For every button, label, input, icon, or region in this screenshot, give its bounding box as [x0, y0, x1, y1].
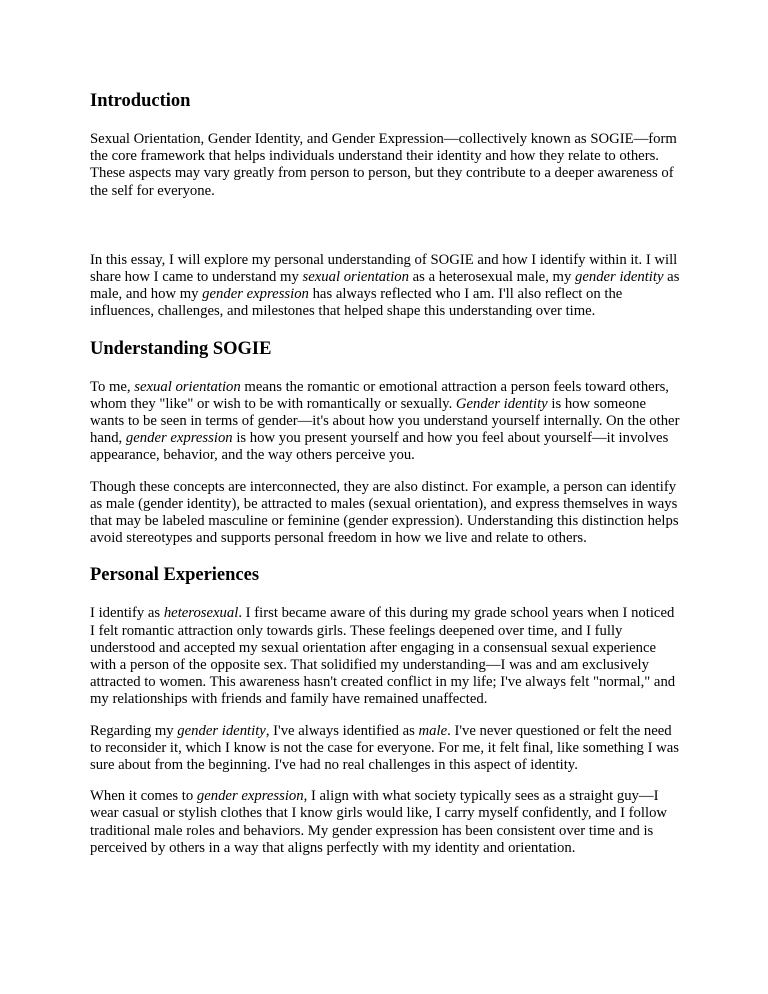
text-run: Regarding my — [90, 722, 178, 739]
italic-term: gender expression — [125, 430, 233, 447]
section-heading-introduction: Introduction — [90, 91, 191, 111]
paragraph — [90, 605, 682, 708]
italic-term: gender identity — [574, 269, 664, 286]
italic-term: gender identity — [177, 722, 266, 739]
text-run: Though these concepts are interconnected, they are also distinct. For example, a person can identify as male (gender identity), be attracted to males (sexual orientation), and express themselves in ways that may be labeled masculine or feminine (gender expression). Understanding this distinction helps avoid stereotypes and supports personal freedom in how we live and relate to others. — [90, 478, 679, 547]
text-run: When it comes to — [90, 788, 197, 805]
text-run: as male, and how my — [90, 269, 680, 303]
text-run: , I align with what society typically sees as a straight guy—I wear casual or stylish clothes that I know girls would like, I carry myself confidently, and I follow traditional male roles and behaviors. My gender expression has been consistent over time and is perceived by others in a way that aligns perfectly with my identity and orientation. — [90, 788, 668, 856]
italic-term: male — [418, 722, 448, 739]
text-run: , I've always identified as — [265, 722, 419, 739]
text-run: To me, — [90, 378, 135, 395]
italic-term: Gender identity — [455, 395, 548, 412]
paragraph — [90, 788, 682, 857]
text-run: is how someone wants to be seen in terms of gender—it's about how you understand yourself internally. On the other hand, — [90, 395, 680, 447]
italic-term: gender expression — [196, 788, 304, 805]
paragraph — [90, 723, 682, 775]
paragraph — [90, 252, 682, 321]
text-run: means the romantic or emotional attraction a person feels toward others, whom they "like" or wish to be with romantically or sexually. — [90, 378, 669, 412]
paragraph — [90, 479, 682, 548]
text-run: has always reflected who I am. I'll also reflect on the influences, challenges, and milestones that helped shape this understanding over time. — [90, 286, 623, 320]
italic-term: sexual orientation — [134, 378, 241, 395]
document-page — [90, 88, 682, 871]
italic-term: sexual orientation — [302, 269, 409, 286]
paragraph — [90, 131, 682, 200]
text-run: as a heterosexual male, my — [408, 269, 575, 286]
section-heading-understanding-sogie: Understanding SOGIE — [90, 338, 272, 359]
text-run: . I first became aware of this during my grade school years when I noticed I felt romantic attraction only towards girls. These feelings deepened over time, and I fully understood and accepted my sexual orientation after engaging in a consensual sexual experience with a person of the opposite sex. That solidified my understanding—I was and am exclusively attracted to women. This awareness hasn't created conflict in my life; I've always felt "normal," and my relationships with friends and family have remained unaffected. — [90, 605, 676, 708]
paragraph — [90, 379, 682, 465]
text-run: . I've never questioned or felt the need to reconsider it, which I know is not the case for everyone. For me, it felt final, like something I was sure about from the beginning. I've had no real challenges in this aspect of identity. — [90, 722, 679, 774]
section-heading-personal-experiences: Personal Experiences — [90, 565, 260, 586]
text-run: is how you present yourself and how you feel about yourself—it involves appearance, behavior, and the way others perceive you. — [90, 430, 669, 464]
italic-term: heterosexual — [163, 605, 239, 622]
italic-term: gender expression — [202, 286, 309, 303]
text-run: I identify as — [90, 605, 164, 622]
text-run: In this essay, I will explore my personal understanding of SOGIE and how I identify within it. I will share how I came to understand my — [90, 251, 678, 286]
text-run: Sexual Orientation, Gender Identity, and Gender Expression—collectively known as SOGIE—form the core framework that helps individuals understand their identity and how they relate to others. These aspects may vary greatly from person to person, but they contribute to a deeper awareness of the self for everyone. — [90, 131, 677, 199]
